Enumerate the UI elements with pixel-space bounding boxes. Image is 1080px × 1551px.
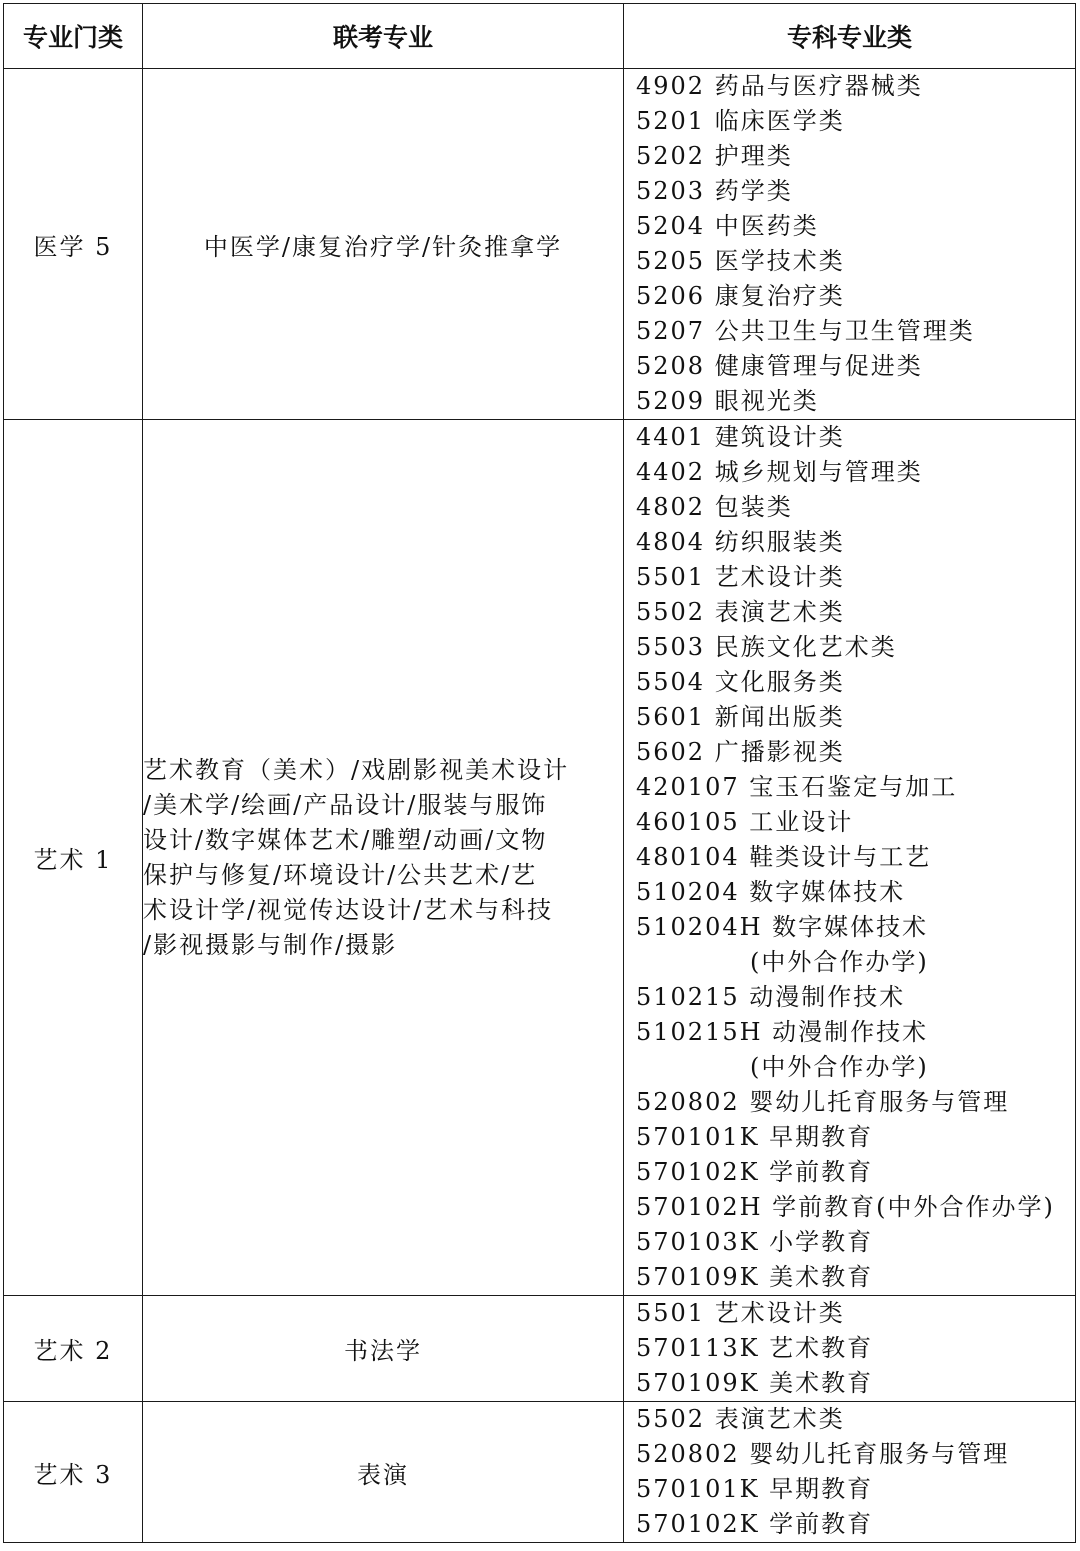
major-item: 570102H 学前教育(中外合作办学) <box>636 1193 1055 1221</box>
major-item: 420107 宝玉石鉴定与加工 <box>636 773 958 801</box>
table-row-medicine-5 <box>4 69 1076 420</box>
major-item: 5201 临床医学类 <box>636 107 845 135</box>
major-item: 570109K 美术教育 <box>636 1263 874 1291</box>
major-item: 510215H 动漫制作技术 <box>636 1018 929 1046</box>
major-item: 520802 婴幼儿托育服务与管理 <box>636 1088 1010 1116</box>
major-item: 5501 艺术设计类 <box>636 563 845 591</box>
joint-major-line: 保护与修复/环境设计/公共艺术/艺 <box>143 860 538 889</box>
major-item: 570102K 学前教育 <box>636 1158 874 1186</box>
major-item: 5602 广播影视类 <box>636 738 845 766</box>
major-item: 480104 鞋类设计与工艺 <box>636 843 932 871</box>
major-item: 5204 中医药类 <box>636 212 819 240</box>
header-row <box>4 4 1076 69</box>
major-item: 510204H 数字媒体技术 <box>636 913 929 941</box>
joint-major-cell: 书法学 <box>143 1296 624 1402</box>
major-item-note: (中外合作办学) <box>750 948 929 976</box>
joint-major-line: 设计/数字媒体艺术/雕塑/动画/文物 <box>143 825 548 854</box>
major-item: 5601 新闻出版类 <box>636 703 845 731</box>
joint-major-line: 艺术教育（美术）/戏剧影视美术设计 <box>143 755 570 784</box>
major-item: 5504 文化服务类 <box>636 668 845 696</box>
joint-major-cell: 中医学/康复治疗学/针灸推拿学 <box>143 69 624 420</box>
major-item: 520802 婴幼儿托育服务与管理 <box>636 1440 1010 1468</box>
major-item: 5502 表演艺术类 <box>636 1405 845 1433</box>
header-joint-exam-major: 联考专业 <box>143 4 624 69</box>
joint-major-line: /美术学/绘画/产品设计/服装与服饰 <box>143 790 548 819</box>
major-item: 4804 纺织服装类 <box>636 528 845 556</box>
majors-cell <box>624 1402 1076 1543</box>
major-item: 4802 包装类 <box>636 493 793 521</box>
joint-major-cell <box>143 420 624 1296</box>
major-item: 5502 表演艺术类 <box>636 598 845 626</box>
major-item: 5208 健康管理与促进类 <box>636 352 923 380</box>
category-cell: 艺术 2 <box>4 1296 143 1402</box>
major-item: 5203 药学类 <box>636 177 793 205</box>
major-item: 510215 动漫制作技术 <box>636 983 906 1011</box>
majors-cell <box>624 1296 1076 1402</box>
major-item: 570109K 美术教育 <box>636 1369 874 1397</box>
table-row-art-1 <box>4 420 1076 1296</box>
category-cell: 艺术 1 <box>4 420 143 1296</box>
major-item: 5503 民族文化艺术类 <box>636 633 897 661</box>
table-row-art-3 <box>4 1402 1076 1543</box>
major-mapping-table <box>3 3 1076 1543</box>
major-item: 460105 工业设计 <box>636 808 854 836</box>
category-cell: 艺术 3 <box>4 1402 143 1543</box>
major-item: 5206 康复治疗类 <box>636 282 845 310</box>
major-item: 570101K 早期教育 <box>636 1123 874 1151</box>
major-item: 570102K 学前教育 <box>636 1510 874 1538</box>
joint-major-line: 术设计学/视觉传达设计/艺术与科技 <box>143 895 554 924</box>
header-category: 专业门类 <box>4 4 143 69</box>
major-item: 5205 医学技术类 <box>636 247 845 275</box>
major-item: 5501 艺术设计类 <box>636 1299 845 1327</box>
major-item: 5209 眼视光类 <box>636 387 819 415</box>
major-item: 570113K 艺术教育 <box>636 1334 874 1362</box>
category-cell: 医学 5 <box>4 69 143 420</box>
major-item: 570103K 小学教育 <box>636 1228 874 1256</box>
major-item: 570101K 早期教育 <box>636 1475 874 1503</box>
major-item: 5207 公共卫生与卫生管理类 <box>636 317 975 345</box>
joint-major-line: /影视摄影与制作/摄影 <box>143 930 398 959</box>
header-vocational-major-class: 专科专业类 <box>624 4 1076 69</box>
major-item: 4401 建筑设计类 <box>636 423 845 451</box>
table-row-art-2 <box>4 1296 1076 1402</box>
major-item: 4402 城乡规划与管理类 <box>636 458 923 486</box>
majors-cell <box>624 420 1076 1296</box>
major-item: 5202 护理类 <box>636 142 793 170</box>
major-item: 510204 数字媒体技术 <box>636 878 906 906</box>
major-item: 4902 药品与医疗器械类 <box>636 72 923 100</box>
major-item-note: (中外合作办学) <box>750 1053 929 1081</box>
joint-major-cell: 表演 <box>143 1402 624 1543</box>
majors-cell <box>624 69 1076 420</box>
